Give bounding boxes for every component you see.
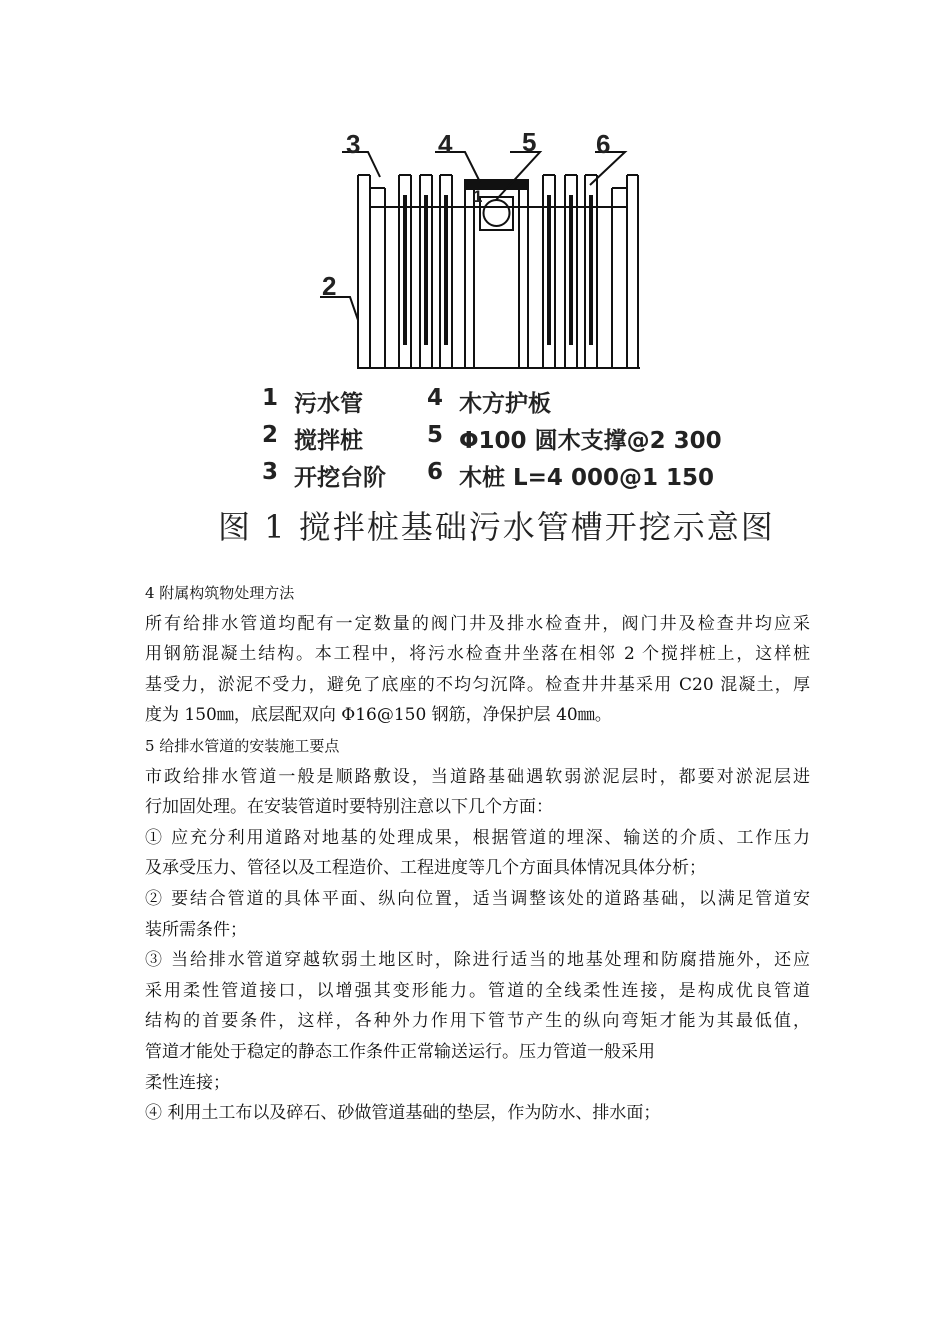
legend-item bbox=[427, 422, 757, 455]
figure-legend bbox=[262, 383, 762, 494]
paragraph-line: 度为 150㎜，底层配双向 Φ16@150 钢筋，净保护层 40㎜。 bbox=[145, 705, 612, 726]
paragraph-line: 行加固处理。在安装管道时要特别注意以下几个方面： bbox=[145, 797, 553, 818]
legend-number: 2 bbox=[262, 422, 279, 448]
figure-caption: 图 1 搅拌桩基础污水管槽开挖示意图 bbox=[218, 508, 775, 546]
legend-label: 搅拌桩 bbox=[294, 428, 363, 454]
list-item-2-line: 装所需条件； bbox=[145, 919, 247, 940]
list-item-4-line: ④ 利用土工布以及碎石、砂做管道基础的垫层，作为防水、排水面； bbox=[145, 1103, 661, 1124]
section-heading-5: 5 给排水管道的安装施工要点 bbox=[145, 736, 340, 755]
legend-label: Φ100 圆木支撑@2 300 bbox=[459, 428, 722, 454]
section-heading-4: 4 附属构筑物处理方法 bbox=[145, 584, 295, 602]
sewer-pipe bbox=[484, 200, 510, 226]
legend-number: 3 bbox=[262, 459, 279, 485]
trench-diagram bbox=[260, 125, 750, 385]
callout-2: 2 bbox=[322, 271, 337, 301]
list-item-2-line: ② 要结合管道的具体平面、纵向位置，适当调整该处的道路基础，以满足管道安 bbox=[145, 888, 810, 909]
legend-number: 1 bbox=[262, 385, 279, 411]
legend-number: 4 bbox=[427, 385, 444, 411]
legend-row bbox=[262, 383, 762, 420]
legend-item bbox=[262, 422, 427, 455]
callout-4: 4 bbox=[438, 129, 453, 159]
legend-item bbox=[262, 459, 427, 492]
legend-label: 开挖台阶 bbox=[294, 465, 386, 491]
callout-6: 6 bbox=[596, 129, 611, 159]
list-item-3-line: 结构的首要条件，这样，各种外力作用下管节产生的纵向弯矩才能为其最低值， bbox=[145, 1011, 810, 1032]
list-item-3-line: 柔性连接； bbox=[145, 1072, 230, 1093]
legend-item bbox=[427, 385, 757, 418]
legend-item bbox=[262, 385, 427, 418]
legend-row bbox=[262, 420, 762, 457]
legend-number: 6 bbox=[427, 459, 444, 485]
callout-3: 3 bbox=[346, 129, 361, 159]
paragraph-line: 基受力，淤泥不受力，避免了底座的不均匀沉降。检查井井基采用 C20 混凝土，厚 bbox=[145, 674, 810, 695]
legend-number: 5 bbox=[427, 422, 444, 448]
paragraph-line: 用钢筋混凝土结构。本工程中，将污水检查井坐落在相邻 2 个搅拌桩上，这样桩 bbox=[145, 644, 810, 665]
callout-1: 1 bbox=[473, 187, 483, 206]
document-body bbox=[145, 578, 810, 1129]
list-item-3-line: 采用柔性管道接口，以增强其变形能力。管道的全线柔性连接，是构成优良管道 bbox=[145, 980, 810, 1001]
list-item-1-line: ① 应充分利用道路对地基的处理成果，根据管道的埋深、输送的介质、工作压力 bbox=[145, 827, 810, 848]
legend-label: 木桩 L=4 000@1 150 bbox=[459, 465, 714, 491]
list-item-3-line: 管道才能处于稳定的静态工作条件正常输送运行。压力管道一般采用 bbox=[145, 1041, 655, 1062]
callout-5: 5 bbox=[522, 127, 537, 157]
legend-item bbox=[427, 459, 757, 492]
list-item-1-line: 及承受压力、管径以及工程造价、工程进度等几个方面具体情况具体分析； bbox=[145, 858, 706, 879]
legend-row bbox=[262, 457, 762, 494]
paragraph-line: 市政给排水管道一般是顺路敷设，当道路基础遇软弱淤泥层时，都要对淤泥层进 bbox=[145, 766, 810, 787]
paragraph-line: 所有给排水管道均配有一定数量的阀门井及排水检查井，阀门井及检查井均应采 bbox=[145, 613, 810, 634]
legend-label: 污水管 bbox=[294, 391, 363, 417]
legend-label: 木方护板 bbox=[459, 391, 551, 417]
list-item-3-line: ③ 当给排水管道穿越软弱土地区时，除进行适当的地基处理和防腐措施外，还应 bbox=[145, 950, 810, 971]
